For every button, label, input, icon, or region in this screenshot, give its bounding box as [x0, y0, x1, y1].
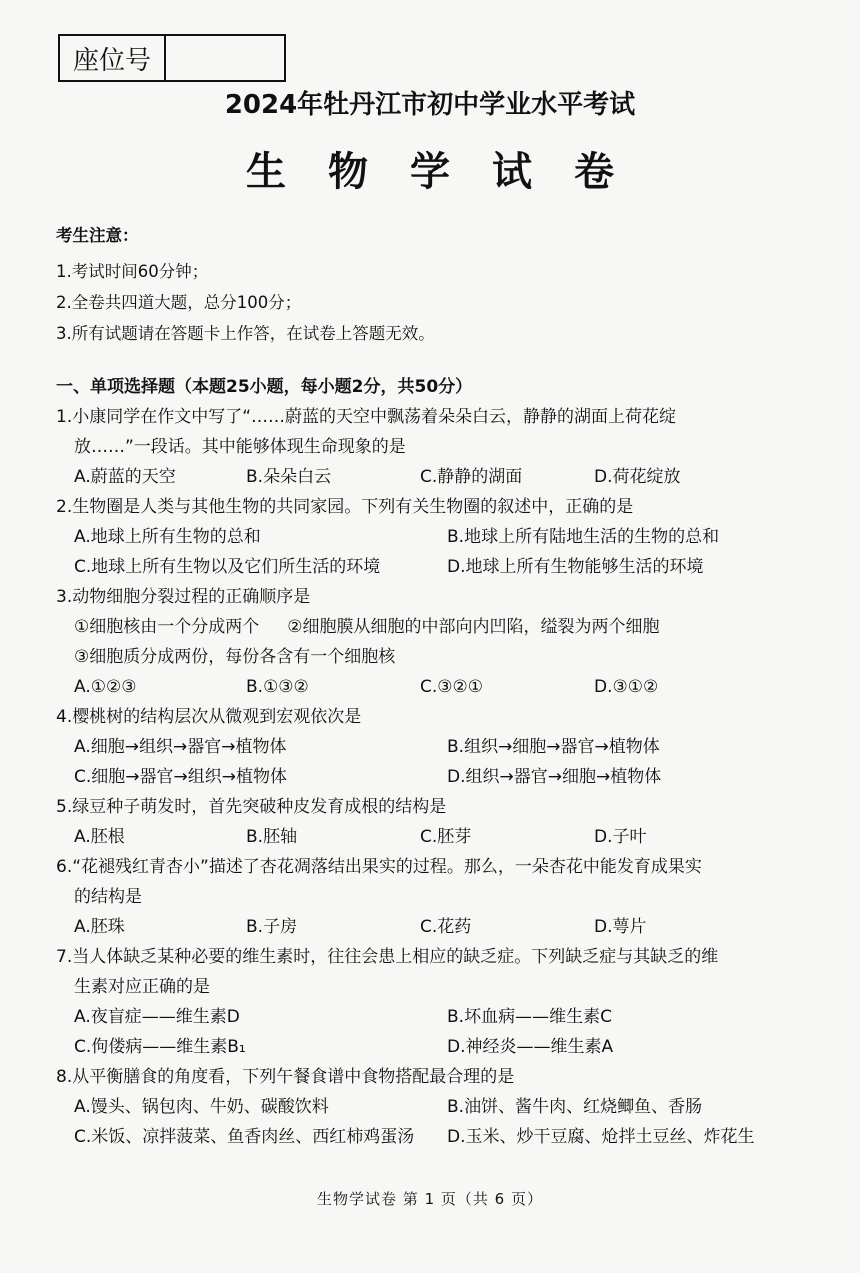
option-b: B.子房 — [246, 917, 298, 937]
option-a: A.夜盲症——维生素D — [74, 1007, 240, 1027]
option-d: D.萼片 — [594, 917, 647, 937]
subject-title: 生物学试卷 — [246, 148, 656, 195]
option-b: B.胚轴 — [246, 827, 298, 847]
notice-item: 3.所有试题请在答题卡上作答，在试卷上答题无效。 — [56, 324, 435, 343]
section-title: 一、单项选择题（本题25小题，每小题2分，共50分） — [56, 377, 473, 397]
question-1 — [56, 402, 820, 492]
option-c: C.细胞→器官→组织→植物体 — [74, 767, 288, 787]
question-stem: 3.动物细胞分裂过程的正确顺序是 — [56, 587, 311, 607]
candidate-notice — [56, 222, 435, 349]
option-d: D.神经炎——维生素A — [447, 1037, 614, 1057]
question-7 — [56, 942, 820, 1062]
statement-2: ②细胞膜从细胞的中部向内凹陷，缢裂为两个细胞 — [287, 617, 660, 637]
option-row — [56, 1122, 820, 1152]
option-b: B.组织→细胞→器官→植物体 — [447, 737, 660, 757]
notice-item: 2.全卷共四道大题，总分100分； — [56, 293, 302, 312]
option-a: A.地球上所有生物的总和 — [74, 527, 261, 547]
option-a: A.①②③ — [74, 677, 137, 697]
option-row — [56, 1002, 820, 1032]
question-stem: 2.生物圈是人类与其他生物的共同家园。下列有关生物圈的叙述中，正确的是 — [56, 497, 634, 517]
statement-row — [56, 612, 820, 642]
option-d: D.地球上所有生物能够生活的环境 — [447, 557, 704, 577]
option-row — [56, 822, 820, 852]
seat-number-box — [58, 34, 286, 82]
option-c: C.地球上所有生物以及它们所生活的环境 — [74, 557, 381, 577]
option-d: D.玉米、炒干豆腐、炝拌土豆丝、炸花生 — [447, 1127, 755, 1147]
option-row — [56, 462, 820, 492]
option-a: A.胚珠 — [74, 917, 125, 937]
option-b: B.朵朵白云 — [246, 467, 332, 487]
option-c: C.静静的湖面 — [420, 467, 523, 487]
option-row — [56, 552, 820, 582]
option-c: C.佝偻病——维生素B₁ — [74, 1037, 246, 1057]
option-a: A.胚根 — [74, 827, 125, 847]
option-row — [56, 522, 820, 552]
question-3 — [56, 582, 820, 702]
question-stem: 5.绿豆种子萌发时，首先突破种皮发育成根的结构是 — [56, 797, 447, 817]
question-stem: 7.当人体缺乏某种必要的维生素时，往往会患上相应的缺乏症。下列缺乏症与其缺乏的维 — [56, 947, 719, 967]
option-row — [56, 672, 820, 702]
option-a: A.馒头、锅包肉、牛奶、碳酸饮料 — [74, 1097, 329, 1117]
seat-number-label: 座位号 — [60, 36, 166, 80]
question-stem: 4.樱桃树的结构层次从微观到宏观依次是 — [56, 707, 362, 727]
statement-3: ③细胞质分成两份，每份各含有一个细胞核 — [74, 647, 396, 667]
question-list — [56, 402, 820, 1152]
option-row — [56, 762, 820, 792]
option-b: B.坏血病——维生素C — [447, 1007, 612, 1027]
option-c: C.米饭、凉拌菠菜、鱼香肉丝、西红柿鸡蛋汤 — [74, 1127, 415, 1147]
option-b: B.油饼、酱牛肉、红烧鲫鱼、香肠 — [447, 1097, 703, 1117]
option-c: C.花药 — [420, 917, 472, 937]
option-d: D.③①② — [594, 677, 659, 697]
question-stem-cont: 的结构是 — [74, 887, 142, 907]
question-5 — [56, 792, 820, 852]
option-c: C.③②① — [420, 677, 483, 697]
option-row — [56, 1032, 820, 1062]
question-2 — [56, 492, 820, 582]
page-footer: 生物学试卷 第 1 页（共 6 页） — [317, 1190, 543, 1208]
statement-1: ①细胞核由一个分成两个 — [74, 617, 260, 637]
option-a: A.蔚蓝的天空 — [74, 467, 176, 487]
option-d: D.荷花绽放 — [594, 467, 681, 487]
option-row — [56, 1092, 820, 1122]
question-6 — [56, 852, 820, 942]
question-stem-cont: 生素对应正确的是 — [74, 977, 210, 997]
question-stem-cont: 放……”一段话。其中能够体现生命现象的是 — [74, 437, 406, 457]
question-stem: 6.“花褪残红青杏小”描述了杏花凋落结出果实的过程。那么，一朵杏花中能发育成果实 — [56, 857, 702, 877]
seat-number-field — [166, 36, 284, 80]
option-d: D.组织→器官→细胞→植物体 — [447, 767, 662, 787]
question-8 — [56, 1062, 820, 1152]
option-row — [56, 912, 820, 942]
notice-item: 1.考试时间60分钟； — [56, 262, 209, 281]
option-row — [56, 732, 820, 762]
option-c: C.胚芽 — [420, 827, 472, 847]
question-stem: 1.小康同学在作文中写了“……蔚蓝的天空中飘荡着朵朵白云，静静的湖面上荷花绽 — [56, 407, 677, 427]
option-d: D.子叶 — [594, 827, 647, 847]
notice-title: 考生注意： — [56, 226, 139, 245]
option-a: A.细胞→组织→器官→植物体 — [74, 737, 287, 757]
option-b: B.地球上所有陆地生活的生物的总和 — [447, 527, 720, 547]
question-4 — [56, 702, 820, 792]
exam-name: 2024年牡丹江市初中学业水平考试 — [224, 90, 636, 120]
question-stem: 8.从平衡膳食的角度看，下列午餐食谱中食物搭配最合理的是 — [56, 1067, 515, 1087]
option-b: B.①③② — [246, 677, 309, 697]
